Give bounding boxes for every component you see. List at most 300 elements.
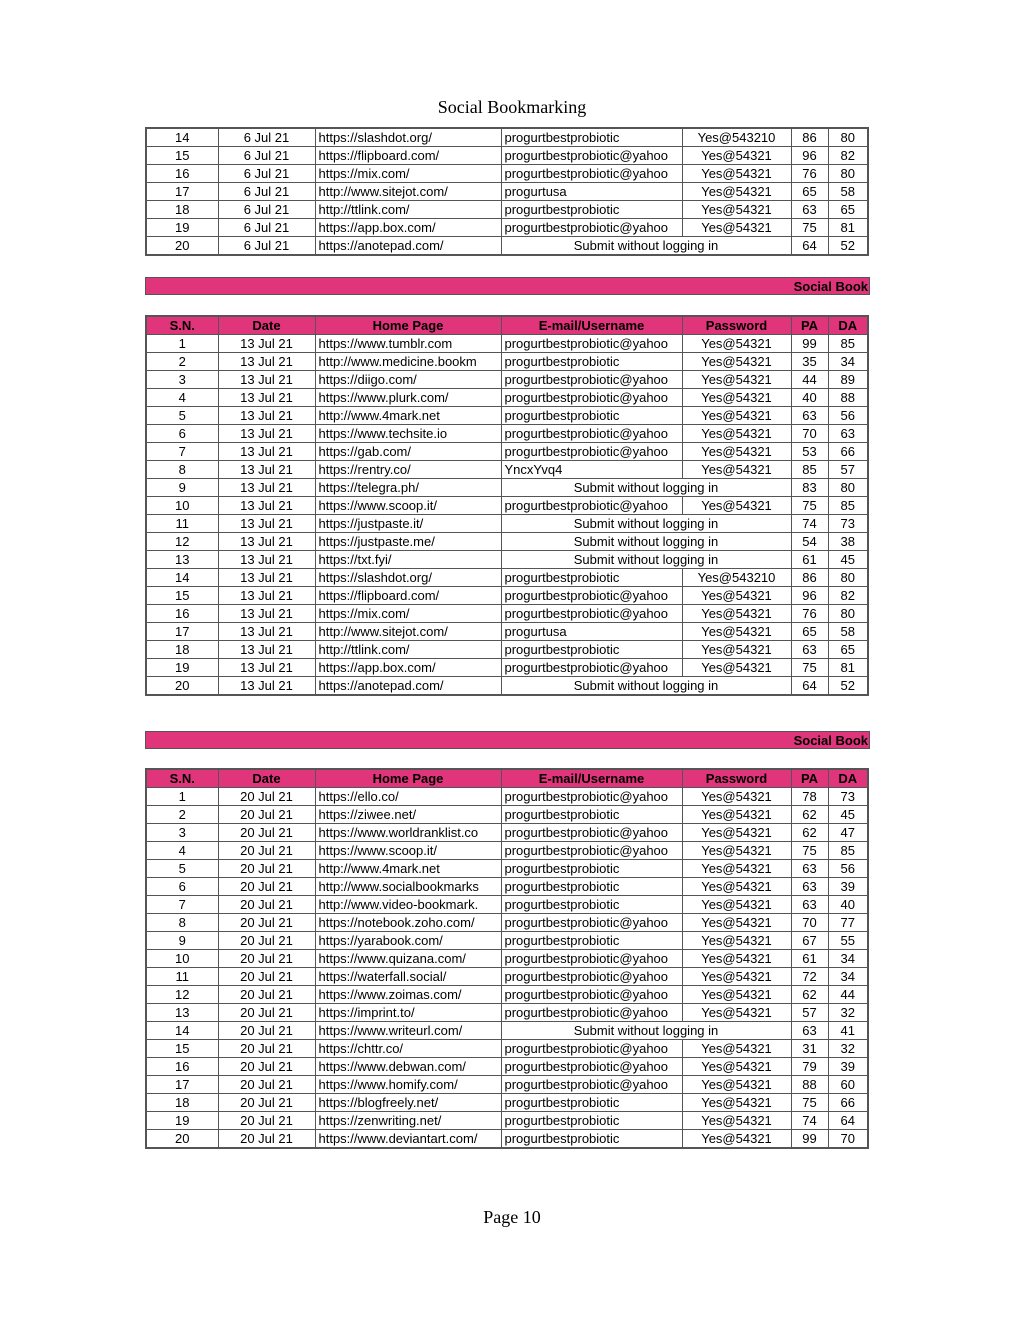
- cell-date: 13 Jul 21: [218, 461, 315, 479]
- cell-sn: 11: [146, 515, 218, 533]
- table-row: [146, 443, 868, 461]
- cell-date: 13 Jul 21: [218, 371, 315, 389]
- cell-home-page: https://www.quizana.com/: [315, 950, 501, 968]
- cell-pa: 75: [791, 842, 828, 860]
- cell-password: Yes@54321: [682, 407, 791, 425]
- cell-pa: 83: [791, 479, 828, 497]
- cell-pa: 44: [791, 371, 828, 389]
- cell-password: Yes@54321: [682, 932, 791, 950]
- cell-password: Yes@54321: [682, 461, 791, 479]
- cell-da: 80: [828, 165, 868, 183]
- cell-email: progurtbestprobiotic@yahoo: [501, 986, 682, 1004]
- cell-pa: 76: [791, 605, 828, 623]
- cell-pa: 65: [791, 623, 828, 641]
- cell-password: Yes@54321: [682, 219, 791, 237]
- cell-sn: 4: [146, 389, 218, 407]
- cell-pa: 75: [791, 497, 828, 515]
- cell-password: Yes@54321: [682, 878, 791, 896]
- cell-password: Yes@543210: [682, 569, 791, 587]
- table-row: [146, 201, 868, 219]
- cell-email: progurtbestprobiotic: [501, 896, 682, 914]
- table-row: [146, 968, 868, 986]
- cell-home-page: https://mix.com/: [315, 605, 501, 623]
- header-password: Password: [682, 316, 791, 335]
- cell-home-page: https://www.tumblr.com: [315, 335, 501, 353]
- cell-email: progurtbestprobiotic@yahoo: [501, 824, 682, 842]
- cell-password: Yes@54321: [682, 147, 791, 165]
- cell-home-page: https://www.homify.com/: [315, 1076, 501, 1094]
- cell-password: Yes@54321: [682, 443, 791, 461]
- section-band: [145, 731, 870, 749]
- cell-password: Yes@543210: [682, 128, 791, 147]
- header-email: E-mail/Username: [501, 316, 682, 335]
- cell-sn: 18: [146, 201, 218, 219]
- cell-pa: 85: [791, 461, 828, 479]
- cell-date: 13 Jul 21: [218, 533, 315, 551]
- cell-pa: 63: [791, 407, 828, 425]
- cell-pa: 78: [791, 788, 828, 806]
- cell-password: Yes@54321: [682, 1004, 791, 1022]
- cell-sn: 1: [146, 335, 218, 353]
- cell-da: 63: [828, 425, 868, 443]
- cell-date: 13 Jul 21: [218, 425, 315, 443]
- table-row: [146, 986, 868, 1004]
- cell-date: 13 Jul 21: [218, 497, 315, 515]
- cell-sn: 15: [146, 147, 218, 165]
- cell-da: 81: [828, 219, 868, 237]
- cell-home-page: https://www.techsite.io: [315, 425, 501, 443]
- cell-date: 6 Jul 21: [218, 147, 315, 165]
- cell-home-page: https://zenwriting.net/: [315, 1112, 501, 1130]
- table-row: [146, 788, 868, 806]
- table-row: [146, 425, 868, 443]
- table-row: [146, 950, 868, 968]
- cell-da: 34: [828, 950, 868, 968]
- cell-password: Yes@54321: [682, 201, 791, 219]
- cell-pa: 63: [791, 641, 828, 659]
- cell-pa: 64: [791, 677, 828, 696]
- cell-pa: 63: [791, 896, 828, 914]
- cell-pa: 70: [791, 914, 828, 932]
- cell-note: Submit without logging in: [501, 479, 791, 497]
- bookmark-table-6-jul: [145, 127, 869, 256]
- cell-da: 85: [828, 497, 868, 515]
- table-row: [146, 896, 868, 914]
- bookmark-table-20-jul: [145, 768, 869, 1149]
- cell-date: 6 Jul 21: [218, 219, 315, 237]
- header-home-page: Home Page: [315, 769, 501, 788]
- cell-home-page: http://www.4mark.net: [315, 407, 501, 425]
- cell-da: 73: [828, 788, 868, 806]
- cell-email: progurtbestprobiotic: [501, 641, 682, 659]
- cell-date: 13 Jul 21: [218, 515, 315, 533]
- cell-da: 80: [828, 479, 868, 497]
- cell-home-page: https://www.debwan.com/: [315, 1058, 501, 1076]
- cell-home-page: https://diigo.com/: [315, 371, 501, 389]
- cell-home-page: https://www.deviantart.com/: [315, 1130, 501, 1149]
- cell-password: Yes@54321: [682, 165, 791, 183]
- cell-email: progurtbestprobiotic: [501, 878, 682, 896]
- header-da: DA: [828, 769, 868, 788]
- cell-date: 13 Jul 21: [218, 677, 315, 696]
- cell-pa: 35: [791, 353, 828, 371]
- cell-da: 34: [828, 968, 868, 986]
- cell-da: 47: [828, 824, 868, 842]
- cell-email: progurtbestprobiotic@yahoo: [501, 605, 682, 623]
- cell-date: 6 Jul 21: [218, 183, 315, 201]
- cell-date: 20 Jul 21: [218, 986, 315, 1004]
- table-row: [146, 641, 868, 659]
- cell-sn: 9: [146, 932, 218, 950]
- cell-password: Yes@54321: [682, 1076, 791, 1094]
- table-row: [146, 860, 868, 878]
- cell-date: 13 Jul 21: [218, 443, 315, 461]
- table-row: [146, 407, 868, 425]
- cell-da: 88: [828, 389, 868, 407]
- cell-pa: 74: [791, 515, 828, 533]
- cell-da: 58: [828, 183, 868, 201]
- cell-sn: 8: [146, 461, 218, 479]
- cell-date: 20 Jul 21: [218, 932, 315, 950]
- cell-password: Yes@54321: [682, 986, 791, 1004]
- cell-pa: 63: [791, 1022, 828, 1040]
- cell-pa: 74: [791, 1112, 828, 1130]
- cell-da: 45: [828, 806, 868, 824]
- table-row: [146, 1112, 868, 1130]
- cell-password: Yes@54321: [682, 183, 791, 201]
- band-label: Social Book: [793, 279, 868, 294]
- cell-email: progurtbestprobiotic: [501, 353, 682, 371]
- cell-email: progurtbestprobiotic@yahoo: [501, 659, 682, 677]
- cell-da: 38: [828, 533, 868, 551]
- cell-home-page: https://chttr.co/: [315, 1040, 501, 1058]
- table-row: [146, 183, 868, 201]
- cell-sn: 1: [146, 788, 218, 806]
- cell-sn: 3: [146, 824, 218, 842]
- table-row: [146, 389, 868, 407]
- cell-date: 6 Jul 21: [218, 237, 315, 256]
- cell-email: progurtbestprobiotic@yahoo: [501, 788, 682, 806]
- cell-pa: 76: [791, 165, 828, 183]
- table-row: [146, 1022, 868, 1040]
- cell-password: Yes@54321: [682, 1130, 791, 1149]
- cell-da: 82: [828, 147, 868, 165]
- cell-pa: 64: [791, 237, 828, 256]
- cell-sn: 7: [146, 443, 218, 461]
- table-row: [146, 677, 868, 696]
- cell-sn: 20: [146, 237, 218, 256]
- cell-date: 13 Jul 21: [218, 353, 315, 371]
- page-title: Social Bookmarking: [437, 97, 587, 117]
- cell-pa: 40: [791, 389, 828, 407]
- cell-date: 6 Jul 21: [218, 128, 315, 147]
- cell-pa: 88: [791, 1076, 828, 1094]
- table-row: [146, 806, 868, 824]
- cell-home-page: http://www.4mark.net: [315, 860, 501, 878]
- cell-sn: 14: [146, 128, 218, 147]
- cell-da: 81: [828, 659, 868, 677]
- cell-password: Yes@54321: [682, 641, 791, 659]
- cell-sn: 19: [146, 659, 218, 677]
- table-row: [146, 1094, 868, 1112]
- cell-date: 13 Jul 21: [218, 569, 315, 587]
- cell-home-page: https://www.scoop.it/: [315, 842, 501, 860]
- cell-date: 20 Jul 21: [218, 896, 315, 914]
- cell-home-page: https://app.box.com/: [315, 659, 501, 677]
- cell-pa: 70: [791, 425, 828, 443]
- cell-password: Yes@54321: [682, 1094, 791, 1112]
- table-row: [146, 605, 868, 623]
- cell-home-page: http://www.sitejot.com/: [315, 623, 501, 641]
- cell-da: 80: [828, 605, 868, 623]
- cell-da: 39: [828, 1058, 868, 1076]
- cell-date: 20 Jul 21: [218, 788, 315, 806]
- cell-pa: 61: [791, 950, 828, 968]
- cell-password: Yes@54321: [682, 353, 791, 371]
- table-header-row: [146, 316, 868, 335]
- cell-home-page: https://flipboard.com/: [315, 587, 501, 605]
- cell-date: 13 Jul 21: [218, 551, 315, 569]
- cell-home-page: https://slashdot.org/: [315, 128, 501, 147]
- table-row: [146, 1040, 868, 1058]
- header-date: Date: [218, 316, 315, 335]
- table-row: [146, 497, 868, 515]
- cell-home-page: https://imprint.to/: [315, 1004, 501, 1022]
- table-row: [146, 461, 868, 479]
- cell-password: Yes@54321: [682, 623, 791, 641]
- cell-password: Yes@54321: [682, 389, 791, 407]
- cell-password: Yes@54321: [682, 824, 791, 842]
- cell-da: 34: [828, 353, 868, 371]
- cell-home-page: https://txt.fyi/: [315, 551, 501, 569]
- cell-home-page: http://ttlink.com/: [315, 201, 501, 219]
- cell-password: Yes@54321: [682, 896, 791, 914]
- cell-home-page: https://www.worldranklist.co: [315, 824, 501, 842]
- cell-pa: 75: [791, 1094, 828, 1112]
- cell-email: progurtbestprobiotic@yahoo: [501, 389, 682, 407]
- cell-home-page: https://slashdot.org/: [315, 569, 501, 587]
- cell-pa: 54: [791, 533, 828, 551]
- cell-da: 89: [828, 371, 868, 389]
- cell-date: 20 Jul 21: [218, 1094, 315, 1112]
- cell-home-page: https://blogfreely.net/: [315, 1094, 501, 1112]
- cell-home-page: http://ttlink.com/: [315, 641, 501, 659]
- cell-sn: 13: [146, 551, 218, 569]
- cell-da: 80: [828, 569, 868, 587]
- table-header-row: [146, 769, 868, 788]
- header-pa: PA: [791, 316, 828, 335]
- page-number: Page 10: [483, 1207, 541, 1227]
- cell-email: progurtbestprobiotic@yahoo: [501, 914, 682, 932]
- cell-sn: 10: [146, 950, 218, 968]
- table-row: [146, 237, 868, 256]
- cell-home-page: https://flipboard.com/: [315, 147, 501, 165]
- cell-home-page: https://mix.com/: [315, 165, 501, 183]
- table-row: [146, 128, 868, 147]
- table-row: [146, 479, 868, 497]
- cell-date: 13 Jul 21: [218, 623, 315, 641]
- cell-email: progurtusa: [501, 183, 682, 201]
- cell-password: Yes@54321: [682, 842, 791, 860]
- cell-pa: 99: [791, 1130, 828, 1149]
- cell-password: Yes@54321: [682, 1058, 791, 1076]
- cell-email: progurtbestprobiotic: [501, 128, 682, 147]
- cell-sn: 18: [146, 1094, 218, 1112]
- cell-da: 58: [828, 623, 868, 641]
- header-pa: PA: [791, 769, 828, 788]
- cell-password: Yes@54321: [682, 1040, 791, 1058]
- cell-da: 80: [828, 128, 868, 147]
- table-row: [146, 1004, 868, 1022]
- cell-password: Yes@54321: [682, 659, 791, 677]
- cell-email: progurtbestprobiotic: [501, 1112, 682, 1130]
- table-row: [146, 587, 868, 605]
- cell-sn: 15: [146, 587, 218, 605]
- table-row: [146, 533, 868, 551]
- cell-pa: 65: [791, 183, 828, 201]
- cell-da: 66: [828, 1094, 868, 1112]
- cell-date: 20 Jul 21: [218, 1004, 315, 1022]
- header-sn: S.N.: [146, 316, 218, 335]
- cell-date: 20 Jul 21: [218, 878, 315, 896]
- cell-sn: 17: [146, 1076, 218, 1094]
- cell-password: Yes@54321: [682, 425, 791, 443]
- cell-pa: 96: [791, 587, 828, 605]
- cell-home-page: https://justpaste.it/: [315, 515, 501, 533]
- cell-date: 20 Jul 21: [218, 860, 315, 878]
- header-password: Password: [682, 769, 791, 788]
- cell-date: 20 Jul 21: [218, 1130, 315, 1149]
- cell-pa: 86: [791, 569, 828, 587]
- cell-pa: 75: [791, 659, 828, 677]
- cell-password: Yes@54321: [682, 914, 791, 932]
- cell-home-page: https://waterfall.social/: [315, 968, 501, 986]
- cell-email: progurtbestprobiotic: [501, 806, 682, 824]
- cell-password: Yes@54321: [682, 788, 791, 806]
- table-row: [146, 932, 868, 950]
- cell-sn: 5: [146, 407, 218, 425]
- cell-da: 82: [828, 587, 868, 605]
- table-row: [146, 335, 868, 353]
- cell-email: progurtbestprobiotic: [501, 407, 682, 425]
- cell-email: progurtbestprobiotic@yahoo: [501, 443, 682, 461]
- cell-email: progurtbestprobiotic@yahoo: [501, 587, 682, 605]
- cell-da: 57: [828, 461, 868, 479]
- cell-note: Submit without logging in: [501, 237, 791, 256]
- cell-da: 73: [828, 515, 868, 533]
- cell-home-page: https://telegra.ph/: [315, 479, 501, 497]
- cell-da: 66: [828, 443, 868, 461]
- cell-pa: 62: [791, 824, 828, 842]
- cell-da: 45: [828, 551, 868, 569]
- cell-email: progurtbestprobiotic@yahoo: [501, 1040, 682, 1058]
- cell-home-page: https://ello.co/: [315, 788, 501, 806]
- cell-note: Submit without logging in: [501, 551, 791, 569]
- cell-pa: 63: [791, 860, 828, 878]
- cell-sn: 4: [146, 842, 218, 860]
- cell-da: 77: [828, 914, 868, 932]
- cell-da: 55: [828, 932, 868, 950]
- cell-pa: 63: [791, 201, 828, 219]
- cell-email: progurtbestprobiotic@yahoo: [501, 950, 682, 968]
- cell-sn: 12: [146, 986, 218, 1004]
- cell-da: 56: [828, 860, 868, 878]
- cell-pa: 67: [791, 932, 828, 950]
- cell-sn: 19: [146, 1112, 218, 1130]
- cell-pa: 53: [791, 443, 828, 461]
- cell-pa: 62: [791, 806, 828, 824]
- cell-home-page: https://gab.com/: [315, 443, 501, 461]
- cell-da: 85: [828, 842, 868, 860]
- cell-password: Yes@54321: [682, 860, 791, 878]
- cell-date: 20 Jul 21: [218, 1112, 315, 1130]
- table-row: [146, 165, 868, 183]
- cell-password: Yes@54321: [682, 968, 791, 986]
- cell-pa: 86: [791, 128, 828, 147]
- cell-pa: 72: [791, 968, 828, 986]
- cell-da: 70: [828, 1130, 868, 1149]
- cell-note: Submit without logging in: [501, 1022, 791, 1040]
- table-row: [146, 914, 868, 932]
- cell-sn: 9: [146, 479, 218, 497]
- table-row: [146, 1130, 868, 1149]
- cell-sn: 16: [146, 1058, 218, 1076]
- cell-home-page: https://rentry.co/: [315, 461, 501, 479]
- cell-da: 44: [828, 986, 868, 1004]
- cell-pa: 57: [791, 1004, 828, 1022]
- section-band: [145, 277, 870, 295]
- cell-sn: 15: [146, 1040, 218, 1058]
- cell-date: 20 Jul 21: [218, 824, 315, 842]
- cell-date: 20 Jul 21: [218, 842, 315, 860]
- cell-email: progurtbestprobiotic: [501, 1094, 682, 1112]
- cell-email: progurtbestprobiotic: [501, 569, 682, 587]
- cell-password: Yes@54321: [682, 335, 791, 353]
- cell-da: 65: [828, 641, 868, 659]
- cell-email: progurtbestprobiotic@yahoo: [501, 147, 682, 165]
- cell-date: 13 Jul 21: [218, 605, 315, 623]
- cell-home-page: http://www.medicine.bookm: [315, 353, 501, 371]
- cell-email: YncxYvq4: [501, 461, 682, 479]
- table-row: [146, 147, 868, 165]
- cell-da: 65: [828, 201, 868, 219]
- cell-sn: 17: [146, 183, 218, 201]
- cell-sn: 20: [146, 1130, 218, 1149]
- cell-sn: 18: [146, 641, 218, 659]
- cell-password: Yes@54321: [682, 1112, 791, 1130]
- cell-pa: 61: [791, 551, 828, 569]
- cell-date: 13 Jul 21: [218, 587, 315, 605]
- cell-sn: 5: [146, 860, 218, 878]
- cell-date: 20 Jul 21: [218, 1058, 315, 1076]
- band-label: Social Book: [793, 733, 868, 748]
- cell-home-page: https://anotepad.com/: [315, 237, 501, 256]
- cell-date: 13 Jul 21: [218, 335, 315, 353]
- header-da: DA: [828, 316, 868, 335]
- cell-email: progurtbestprobiotic@yahoo: [501, 497, 682, 515]
- cell-pa: 99: [791, 335, 828, 353]
- cell-password: Yes@54321: [682, 950, 791, 968]
- cell-email: progurtusa: [501, 623, 682, 641]
- cell-email: progurtbestprobiotic: [501, 201, 682, 219]
- cell-email: progurtbestprobiotic@yahoo: [501, 425, 682, 443]
- header-sn: S.N.: [146, 769, 218, 788]
- table-row: [146, 842, 868, 860]
- bookmark-table-13-jul: [145, 315, 869, 696]
- cell-sn: 13: [146, 1004, 218, 1022]
- cell-password: Yes@54321: [682, 806, 791, 824]
- cell-password: Yes@54321: [682, 497, 791, 515]
